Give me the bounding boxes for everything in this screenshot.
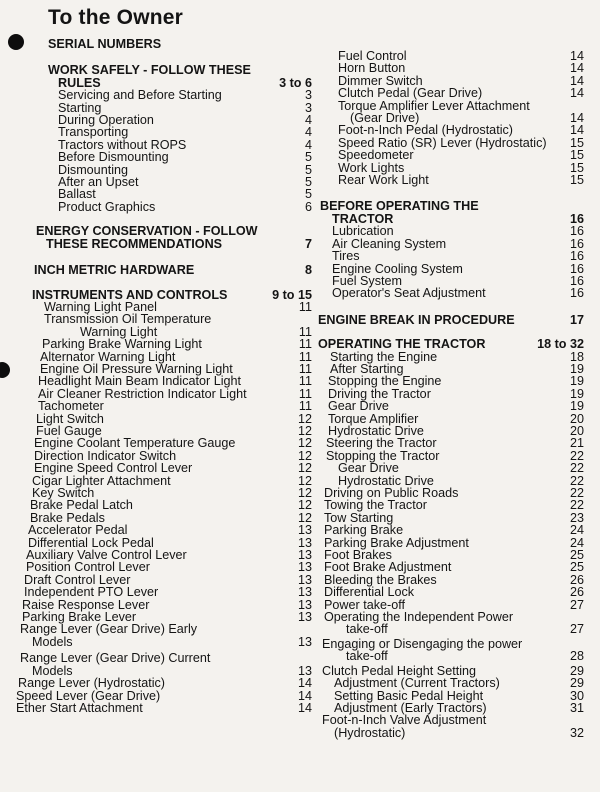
toc-entry-title: Speedometer — [338, 148, 414, 163]
toc-entry — [312, 561, 584, 573]
toc-entry-page-number: 13 — [297, 597, 312, 612]
toc-entry-page-number: 11 — [298, 361, 312, 376]
toc-entry-page-number: 18 — [569, 349, 584, 364]
toc-entry-title: SERIAL NUMBERS — [48, 37, 162, 51]
toc-entry — [16, 151, 312, 163]
toc-entry — [312, 149, 584, 161]
toc-entry — [16, 636, 312, 648]
toc-entry-title: Torque Amplifier — [328, 411, 419, 426]
toc-entry-title: Alternator Warning Light — [40, 349, 176, 364]
toc-entry-title: Steering the Tractor — [326, 436, 437, 451]
toc-entry — [16, 677, 312, 689]
toc-entry-page-number: 22 — [569, 448, 584, 463]
toc-entry-page-number: 24 — [569, 523, 584, 538]
toc-entry-page-number: 11 — [298, 337, 312, 352]
toc-entry-page-number: 22 — [569, 498, 584, 513]
toc-entry — [312, 287, 584, 299]
toc-entry-page-number: 14 — [569, 123, 584, 138]
toc-entry-page-number: 12 — [297, 436, 312, 451]
toc-entry-page-number: 14 — [569, 73, 584, 88]
toc-entry-page-number: 14 — [569, 49, 584, 63]
toc-entry-page-number: 13 — [297, 572, 312, 587]
toc-entry-title: WORK SAFELY - FOLLOW THESE — [48, 63, 251, 78]
toc-entry-page-number: 14 — [569, 111, 584, 126]
toc-entry-title: Differential Lock — [324, 585, 415, 600]
toc-section-heading — [16, 64, 312, 76]
toc-entry-page-number: 24 — [569, 535, 584, 550]
toc-entry-page-number: 13 — [297, 585, 312, 600]
toc-entry-page-number: 19 — [569, 386, 584, 401]
toc-entry-page-number: 21 — [569, 436, 584, 451]
toc-entry-title: INSTRUMENTS AND CONTROLS — [32, 287, 228, 302]
toc-entry-page-number: 11 — [298, 386, 312, 401]
toc-entry-title: TRACTOR — [332, 211, 394, 226]
toc-entry — [312, 650, 584, 662]
toc-entry-title: Models — [32, 634, 73, 649]
toc-entry-page-number: 20 — [569, 423, 584, 438]
toc-entry-title: Foot Brakes — [324, 548, 392, 563]
toc-entry — [312, 623, 584, 635]
toc-entry — [312, 499, 584, 511]
toc-entry — [312, 174, 584, 186]
toc-entry — [312, 524, 584, 536]
toc-entry-title: ENGINE BREAK IN PROCEDURE — [318, 312, 515, 327]
toc-entry-title: Fuel System — [332, 273, 402, 288]
toc-entry-title: Position Control Lever — [26, 560, 150, 575]
toc-entry-title: BEFORE OPERATING THE — [320, 199, 479, 214]
toc-entry-title: take-off — [346, 622, 388, 637]
toc-entry-title: Models — [32, 663, 73, 678]
toc-entry-title: take-off — [346, 649, 388, 664]
toc-entry-page-number: 29 — [569, 676, 584, 691]
toc-entry-title: Speed Ratio (SR) Lever (Hydrostatic) — [338, 135, 547, 150]
toc-entry-title: Range Lever (Gear Drive) Early — [20, 622, 198, 637]
toc-entry-title: Adjustment (Current Tractors) — [334, 676, 500, 691]
toc-entry-page-number: 25 — [569, 548, 584, 563]
toc-right-column — [312, 38, 584, 739]
toc-entry-page-number: 22 — [569, 486, 584, 500]
toc-entry-title: Gear Drive — [328, 399, 389, 414]
toc-entry-page-number: 13 — [297, 523, 312, 538]
toc-entry-page-number: 3 to 6 — [279, 75, 312, 90]
toc-entry — [16, 462, 312, 474]
toc-entry-page-number: 13 — [297, 560, 312, 575]
toc-entry-title: Lubrication — [332, 224, 394, 239]
toc-entry-title: Engine Speed Control Lever — [34, 461, 193, 476]
binder-hole-middle — [0, 362, 10, 378]
toc-entry-page-number: 13 — [297, 535, 312, 550]
toc-entry-page-number: 12 — [297, 448, 312, 463]
toc-entry-title: Gear Drive — [338, 461, 399, 476]
toc-entry-page-number: 22 — [569, 461, 584, 476]
toc-entry-title: Headlight Main Beam Indicator Light — [38, 374, 242, 389]
toc-entry-title: Parking Brake Lever — [22, 610, 137, 625]
toc-entry-page-number: 7 — [304, 236, 312, 251]
toc-section-heading — [16, 225, 312, 237]
toc-entry — [312, 677, 584, 689]
toc-entry-title: Raise Response Lever — [22, 597, 150, 612]
toc-entry-page-number: 6 — [304, 199, 312, 214]
toc-entry-title: Driving on Public Roads — [324, 486, 459, 500]
toc-entry-title: Clutch Pedal (Gear Drive) — [338, 86, 483, 101]
toc-entry-title: Towing the Tractor — [324, 498, 427, 513]
toc-entry-page-number: 12 — [297, 510, 312, 525]
toc-entry — [312, 87, 584, 99]
toc-entry-title: Range Lever (Gear Drive) Current — [20, 651, 211, 666]
toc-entry-title: Transmission Oil Temperature — [44, 312, 212, 327]
toc-entry-page-number: 16 — [569, 273, 584, 288]
toc-entry-title: Setting Basic Pedal Height — [334, 688, 484, 703]
toc-entry-title: Direction Indicator Switch — [34, 448, 177, 463]
toc-entry-title: Before Dismounting — [58, 150, 169, 165]
toc-section-heading — [312, 314, 584, 326]
toc-entry-page-number: 11 — [298, 399, 312, 414]
toc-entry-page-number: 11 — [298, 349, 312, 364]
toc-entry-page-number: 12 — [297, 461, 312, 476]
toc-entry-page-number: 27 — [569, 597, 584, 612]
toc-entry-title: Parking Brake Adjustment — [324, 535, 469, 550]
toc-entry-title: Independent PTO Lever — [24, 585, 159, 600]
toc-entry-title: RULES — [58, 75, 101, 90]
toc-entry-page-number: 16 — [569, 249, 584, 264]
toc-entry-title: During Operation — [58, 113, 154, 128]
toc-entry — [312, 727, 584, 739]
toc-entry-title: Bleeding the Brakes — [324, 572, 437, 587]
toc-entry-title: Ether Start Attachment — [16, 700, 143, 715]
toc-entry-page-number: 13 — [297, 610, 312, 625]
toc-entry-page-number: 12 — [297, 473, 312, 488]
toc-entry-title: Stopping the Engine — [328, 374, 442, 389]
toc-entry — [16, 201, 312, 213]
toc-entry-title: Accelerator Pedal — [28, 523, 128, 538]
toc-entry-page-number: 14 — [569, 61, 584, 76]
toc-entry — [16, 400, 312, 412]
toc-entry-page-number: 25 — [569, 560, 584, 575]
toc-entry-page-number: 16 — [569, 211, 584, 226]
toc-entry-page-number: 14 — [569, 86, 584, 101]
toc-entry-title: Dismounting — [58, 162, 128, 177]
toc-entry-title: Air Cleaning System — [332, 236, 447, 251]
toc-entry — [16, 702, 312, 714]
toc-entry-page-number: 22 — [569, 473, 584, 488]
toc-entry-title: Work Lights — [338, 160, 405, 175]
toc-entry-title: Range Lever (Hydrostatic) — [18, 676, 165, 691]
toc-entry-page-number: 4 — [304, 137, 312, 152]
toc-entry-page-number: 16 — [569, 286, 584, 301]
toc-entry — [312, 462, 584, 474]
toc-entry — [312, 124, 584, 136]
toc-entry — [16, 524, 312, 536]
toc-entry-page-number: 19 — [569, 361, 584, 376]
toc-entry-title: Driving the Tractor — [328, 386, 431, 401]
toc-entry-title: THESE RECOMMENDATIONS — [46, 236, 223, 251]
toc-entry-page-number: 8 — [304, 263, 312, 278]
toc-entry-page-number: 15 — [569, 160, 584, 175]
toc-entry-title: Light Switch — [36, 411, 104, 426]
toc-entry-page-number: 30 — [569, 688, 584, 703]
toc-entry — [16, 561, 312, 573]
toc-entry-page-number: 16 — [569, 236, 584, 251]
toc-entry-title: Ballast — [58, 187, 96, 202]
toc-entry-title: Torque Amplifier Lever Attachment — [338, 98, 530, 113]
toc-entry-title: Fuel Control — [338, 49, 407, 63]
toc-entry-page-number: 12 — [297, 498, 312, 513]
toc-entry — [312, 62, 584, 74]
toc-entry-page-number: 23 — [569, 510, 584, 525]
toc-entry-page-number: 5 — [304, 150, 312, 165]
toc-entry — [312, 437, 584, 449]
toc-entry-title: ENERGY CONSERVATION - FOLLOW — [36, 224, 258, 239]
toc-entry-title: Hydrostatic Drive — [338, 473, 434, 488]
toc-section-heading — [312, 200, 584, 212]
toc-entry-page-number: 20 — [569, 411, 584, 426]
toc-entry-page-number: 17 — [569, 312, 584, 327]
toc-entry-title: Engine Cooling System — [332, 261, 463, 276]
toc-entry — [16, 188, 312, 200]
toc-entry-title: (Gear Drive) — [350, 111, 420, 126]
toc-entry-title: (Hydrostatic) — [334, 725, 406, 740]
toc-entry-title: Dimmer Switch — [338, 73, 423, 88]
toc-entry-title: Tractors without ROPS — [58, 137, 187, 152]
toc-section-heading — [16, 38, 312, 50]
toc-entry-page-number: 14 — [297, 688, 312, 703]
toc-entry-title: Differential Lock Pedal — [28, 535, 154, 550]
toc-entry-page-number: 16 — [569, 224, 584, 239]
toc-entry-page-number: 13 — [297, 663, 312, 678]
toc-entry — [16, 338, 312, 350]
toc-entry — [16, 652, 312, 664]
toc-entry-page-number: 26 — [569, 585, 584, 600]
toc-entry-title: OPERATING THE TRACTOR — [318, 337, 486, 352]
toc-section-heading — [312, 338, 584, 350]
page-title: To the Owner — [48, 6, 184, 29]
toc-entry-title: Clutch Pedal Height Setting — [322, 663, 477, 678]
toc-entry-title: Operator's Seat Adjustment — [332, 286, 486, 301]
toc-entry-page-number: 3 — [304, 88, 312, 103]
toc-entry-page-number: 15 — [569, 173, 584, 188]
toc-entry-page-number: 4 — [304, 113, 312, 128]
toc-entry-title: After an Upset — [58, 175, 139, 190]
toc-entry — [16, 375, 312, 387]
toc-entry-title: Foot Brake Adjustment — [324, 560, 452, 575]
toc-entry-title: Foot-n-Inch Pedal (Hydrostatic) — [338, 123, 513, 138]
toc-entry-title: Engaging or Disengaging the power — [322, 636, 523, 651]
toc-entry-title: Tow Starting — [324, 510, 394, 525]
toc-entry-page-number: 14 — [297, 700, 312, 715]
toc-entry-page-number: 12 — [297, 486, 312, 500]
toc-entry-title: Starting the Engine — [330, 349, 438, 364]
toc-entry-page-number: 28 — [569, 649, 584, 664]
toc-entry-title: Rear Work Light — [338, 173, 429, 188]
toc-entry-page-number: 4 — [304, 125, 312, 140]
toc-entry — [16, 313, 312, 325]
toc-entry-title: Speed Lever (Gear Drive) — [16, 688, 161, 703]
toc-entry-page-number: 32 — [569, 725, 584, 740]
toc-entry-page-number: 12 — [297, 423, 312, 438]
toc-entry-title: Adjustment (Early Tractors) — [334, 700, 487, 715]
toc-entry-page-number: 16 — [569, 261, 584, 276]
toc-entry-title: Warning Light Panel — [44, 299, 157, 314]
toc-entry-title: Starting — [58, 100, 102, 115]
toc-entry-title: Brake Pedal Latch — [30, 498, 133, 513]
toc-entry-title: Warning Light — [80, 324, 158, 339]
toc-section-heading — [16, 238, 312, 250]
toc-entry-page-number: 18 to 32 — [537, 337, 584, 352]
toc-entry — [312, 400, 584, 412]
toc-entry-page-number: 9 to 15 — [272, 287, 312, 302]
toc-section-heading — [16, 264, 312, 276]
toc-entry-title: Power take-off — [324, 597, 405, 612]
toc-entry-page-number: 31 — [569, 700, 584, 715]
toc-entry — [16, 437, 312, 449]
toc-entry-title: Tachometer — [38, 399, 104, 414]
toc-entry-page-number: 26 — [569, 572, 584, 587]
toc-entry-title: Auxiliary Valve Control Lever — [26, 548, 187, 563]
toc-entry — [312, 250, 584, 262]
toc-entry — [312, 714, 584, 726]
toc-entry-page-number: 13 — [297, 634, 312, 649]
toc-entry-title: Fuel Gauge — [36, 423, 102, 438]
toc-entry-title: INCH METRIC HARDWARE — [34, 263, 195, 278]
toc-entry-page-number: 19 — [569, 374, 584, 389]
toc-entry-title: Transporting — [58, 125, 129, 140]
toc-entry — [16, 623, 312, 635]
toc-entry-title: Parking Brake Warning Light — [42, 337, 202, 352]
toc-entry — [16, 126, 312, 138]
toc-entry-page-number: 3 — [304, 100, 312, 115]
toc-entry-page-number: 11 — [298, 299, 312, 314]
toc-entry-title: Tires — [332, 249, 360, 264]
toc-entry-page-number: 29 — [569, 663, 584, 678]
toc-entry-page-number: 15 — [569, 135, 584, 150]
toc-entry — [16, 586, 312, 598]
toc-entry-page-number: 13 — [297, 548, 312, 563]
toc-entry-title: Key Switch — [32, 486, 95, 500]
toc-entry-page-number: 5 — [304, 175, 312, 190]
toc-entry-title: Engine Coolant Temperature Gauge — [34, 436, 236, 451]
toc-entry-title: Stopping the Tractor — [326, 448, 440, 463]
toc-entry-page-number: 14 — [297, 676, 312, 691]
toc-entry-title: Operating the Independent Power — [324, 610, 514, 625]
toc-entry — [16, 499, 312, 511]
toc-entry-page-number: 11 — [298, 324, 312, 339]
toc-entry-title: Parking Brake — [324, 523, 404, 538]
toc-entry-title: Product Graphics — [58, 199, 156, 214]
toc-entry-title: Brake Pedals — [30, 510, 105, 525]
toc-entry-page-number: 15 — [569, 148, 584, 163]
toc-entry-page-number: 27 — [569, 622, 584, 637]
toc-entry-title: Foot-n-Inch Valve Adjustment — [322, 713, 487, 728]
toc-entry — [312, 586, 584, 598]
toc-entry — [16, 89, 312, 101]
toc-entry-page-number: 5 — [304, 187, 312, 202]
toc-entry-title: After Starting — [330, 361, 404, 376]
toc-entry-page-number: 19 — [569, 399, 584, 414]
toc-entry-title: Draft Control Lever — [24, 572, 131, 587]
toc-entry — [312, 375, 584, 387]
toc-entry-page-number: 5 — [304, 162, 312, 177]
toc-entry-title: Cigar Lighter Attachment — [32, 473, 171, 488]
toc-entry — [312, 225, 584, 237]
toc-entry-title: Servicing and Before Starting — [58, 88, 222, 103]
toc-entry-title: Air Cleaner Restriction Indicator Light — [38, 386, 247, 401]
toc-entry-page-number: 12 — [297, 411, 312, 426]
toc-entry-page-number: 11 — [298, 374, 312, 389]
toc-entry-title: Engine Oil Pressure Warning Light — [40, 361, 233, 376]
toc-left-column — [16, 38, 312, 714]
toc-entry-title: Horn Button — [338, 61, 406, 76]
toc-entry-title: Hydrostatic Drive — [328, 423, 424, 438]
